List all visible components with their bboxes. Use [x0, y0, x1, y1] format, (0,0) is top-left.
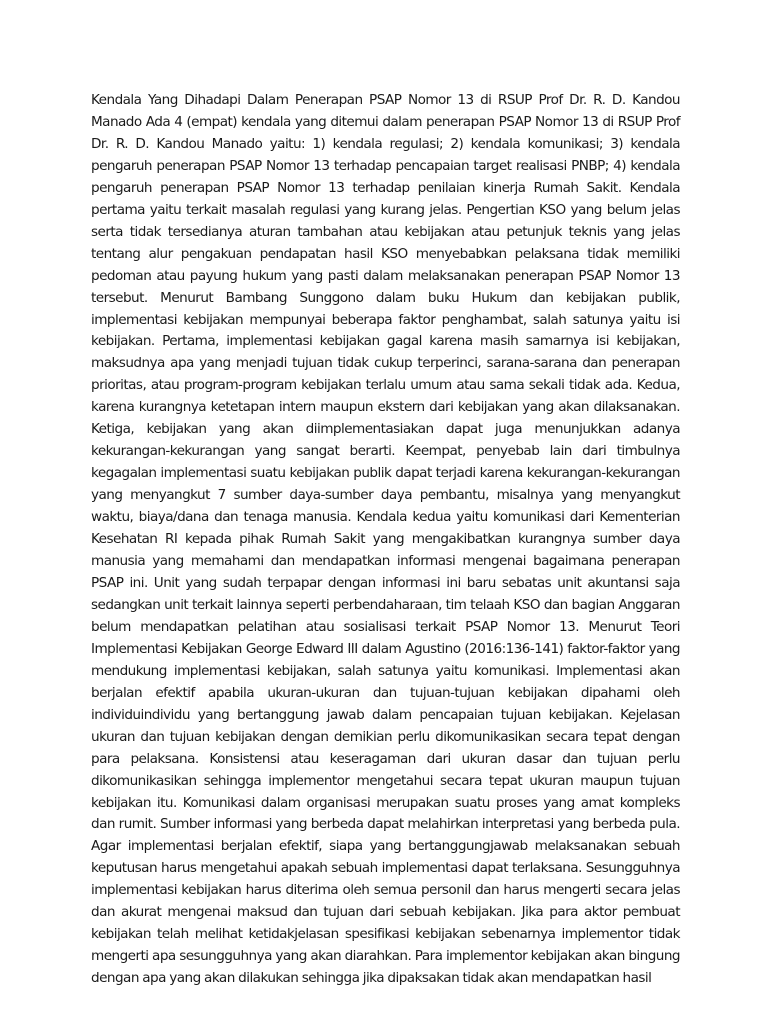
body-paragraph: Kendala Yang Dihadapi Dalam Penerapan PSAP Nomor 13 di RSUP Prof Dr. R. D. Kandou Manado Ada 4 (empat) kendala yang ditemui dalam penerapan PSAP Nomor 13 di RSUP Prof Dr. R. D. Kandou Manado yaitu: 1) kendala regulasi; 2) kendala komunikasi; 3) kendala pengaruh penerapan PSAP Nomor 13 terhadap pencapaian target realisasi PNBP; 4) kendala pengaruh penerapan PSAP Nomor 13 terhadap penilaian kinerja Rumah Sakit. Kendala pertama yaitu terkait masalah regulasi yang kurang jelas. Pengertian KSO yang belum jelas serta tidak tersedianya aturan tambahan atau kebijakan atau petunjuk teknis yang jelas tentang alur pengakuan pendapatan hasil KSO menyebabkan pelaksana tidak memiliki pedoman atau payung hukum yang pasti dalam melaksanakan penerapan PSAP Nomor 13 tersebut. Menurut Bambang Sunggono dalam buku Hukum dan kebijakan publik, implementasi kebijakan mempunyai beberapa faktor penghambat, salah satunya yaitu isi kebijakan. Pertama, implementasi kebijakan gagal karena masih samarnya isi kebijakan, maksudnya apa yang menjadi tujuan tidak cukup terperinci, sarana-sarana dan penerapan prioritas, atau program-program kebijakan terlalu umum atau sama sekali tidak ada. Kedua, karena kurangnya ketetapan intern maupun ekstern dari kebijakan yang akan dilaksanakan. Ketiga, kebijakan yang akan diimplementasiakan dapat juga menunjukkan adanya kekurangan-kekurangan yang sangat berarti. Keempat, penyebab lain dari timbulnya kegagalan implementasi suatu kebijakan publik dapat terjadi karena kekurangan-kekurangan yang menyangkut 7 sumber daya-sumber daya pembantu, misalnya yang menyangkut waktu, biaya/dana dan tenaga manusia. Kendala kedua yaitu komunikasi dari Kementerian Kesehatan RI kepada pihak Rumah Sakit yang mengakibatkan kurangnya sumber daya manusia yang memahami dan mendapatkan informasi mengenai bagaimana penerapan PSAP ini. Unit yang sudah terpapar dengan informasi ini baru sebatas unit akuntansi saja sedangkan unit terkait lainnya seperti perbendaharaan, tim telaah KSO dan bagian Anggaran belum mendapatkan pelatihan atau sosialisasi terkait PSAP Nomor 13. Menurut Teori Implementasi Kebijakan George Edward III dalam Agustino (2016:136-141) faktor-faktor yang mendukung implementasi kebijakan, salah satunya yaitu komunikasi. Implementasi akan berjalan efektif apabila ukuran-ukuran dan tujuan-tujuan kebijakan dipahami oleh individuindividu yang bertanggung jawab dalam pencapaian tujuan kebijakan. Kejelasan ukuran dan tujuan kebijakan dengan demikian perlu dikomunikasikan secara tepat dengan para pelaksana. Konsistensi atau keseragaman dari ukuran dasar dan tujuan perlu dikomunikasikan sehingga implementor mengetahui secara tepat ukuran maupun tujuan kebijakan itu. Komunikasi dalam organisasi merupakan suatu proses yang amat kompleks dan rumit. Sumber informasi yang berbeda dapat melahirkan interpretasi yang berbeda pula. Agar implementasi berjalan efektif, siapa yang bertanggungjawab melaksanakan sebuah keputusan harus mengetahui apakah sebuah implementasi dapat terlaksana. Sesungguhnya implementasi kebijakan harus diterima oleh semua personil dan harus mengerti secara jelas dan akurat mengenai maksud dan tujuan dari sebuah kebijakan. Jika para aktor pembuat kebijakan telah melihat ketidakjelasan spesifikasi kebijakan sebenarnya implementor tidak mengerti apa sesungguhnya yang akan diarahkan. Para implementor kebijakan akan bingung dengan apa yang akan dilakukan sehingga jika dipaksakan tidak akan mendapatkan hasil	[91, 92, 680, 987]
